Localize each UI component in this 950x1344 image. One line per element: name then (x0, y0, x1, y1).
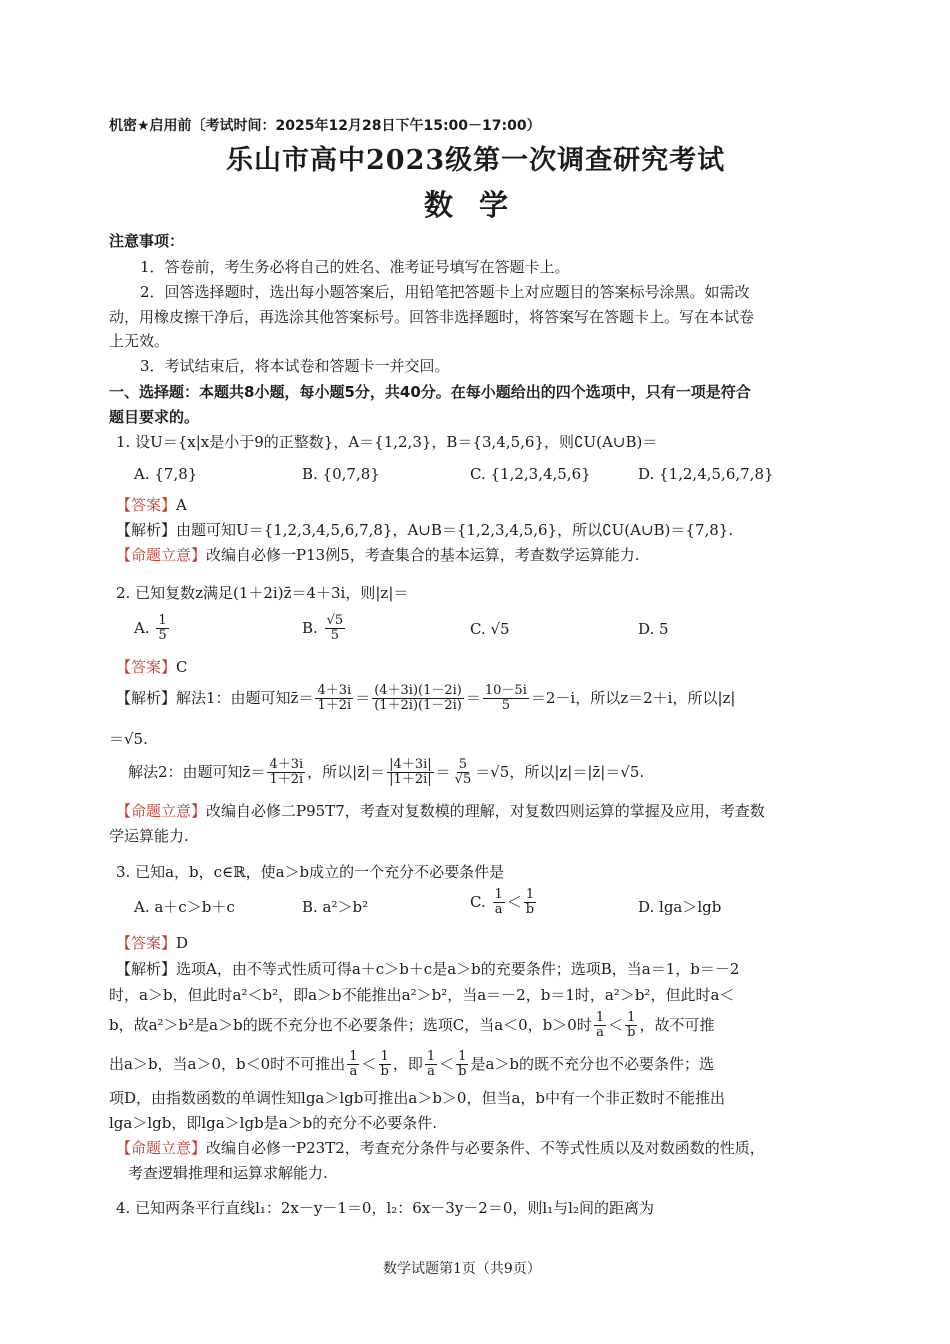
denominator: b (525, 902, 535, 918)
q3-stem: 3. 已知a，b，c∈ℝ，使a＞b成立的一个充分不必要条件是 (116, 863, 505, 881)
q2-intent-text: 改编自必修二P95T7，考查对复数模的理解，对复数四则运算的掌握及应用，考查数 (206, 802, 765, 820)
q3-analysis-6: lga＞lgb，即lga＞lgb是a＞b的充分不必要条件. (109, 1114, 438, 1132)
q2-option-a-fraction (156, 614, 168, 644)
q1-stem: 1. 设U＝{x|x是小于9的正整数}，A＝{1,2,3}，B＝{3,4,5,6}，则∁U(A∪B)＝ (116, 433, 658, 451)
denominator: √5 (454, 772, 472, 788)
numerator: 1 (595, 1010, 605, 1025)
denominator: 1＋2i (269, 772, 304, 788)
intent-tag: 【命题立意】 (116, 802, 207, 820)
section-heading-cont: 题目要求的。 (109, 408, 200, 426)
denominator: a (349, 1064, 358, 1080)
denominator: b (380, 1064, 389, 1080)
fraction-1-over-a (347, 1050, 359, 1080)
analysis-tag: 【解析】 (116, 688, 177, 707)
q2-intent (116, 802, 765, 820)
q3-answer (116, 934, 188, 952)
q2-m2-mid: ，所以|z̄|＝ (307, 762, 386, 781)
q1-option-c: C. {1,2,3,4,5,6} (470, 465, 591, 483)
q2-answer (116, 658, 188, 676)
q2-m1-prefix: 解法1：由题可知z̄＝ (176, 688, 314, 707)
q2-option-a-label: A. (134, 618, 150, 637)
q2-m1-fraction-2 (372, 684, 464, 714)
numerator: |4＋3i| (389, 757, 432, 772)
intent-tag: 【命题立意】 (116, 1139, 207, 1157)
q2-stem: 2. 已知复数z满足(1＋2i)z̄＝4＋3i，则|z|＝ (116, 584, 409, 602)
q1-intent (116, 546, 640, 564)
q1-analysis-text: 由题可知U＝{1,2,3,4,5,6,7,8}，A∪B＝{1,2,3,4,5,6}，所以∁U(A∪B)＝{7,8}. (176, 521, 734, 539)
numerator: 1 (158, 613, 167, 628)
numerator: 1 (458, 1049, 467, 1064)
exam-title: 乐山市高中2023级第一次调查研究考试 (226, 145, 726, 176)
q3-option-c-fraction-1 (493, 888, 505, 918)
q2-option-b (302, 614, 347, 644)
q2-m2-fraction-3 (453, 758, 474, 788)
q3-analysis-1 (116, 960, 739, 978)
q3-analysis-5: 项D，由指数函数的单调性知lga＞lgb可推出a＞b＞0，但当a，b中有一个非正数时不能推出 (109, 1089, 726, 1107)
fraction-1-over-b (378, 1050, 390, 1080)
q3-option-c-fraction-2 (524, 888, 536, 918)
intent-tag: 【命题立意】 (116, 546, 207, 564)
section-heading: 一、选择题：本题共8小题，每小题5分，共40分。在每小题给出的四个选项中，只有一项是符合 (109, 383, 751, 401)
q2-option-b-label: B. (302, 618, 318, 637)
numerator: 1 (349, 1049, 358, 1064)
numerator: 5 (458, 757, 468, 772)
q2-option-d: D. 5 (638, 620, 669, 638)
q3-option-c: C. $\frac{1}{a}$ ＜ $\frac{1}{b}$ (470, 887, 535, 918)
q3-intent-cont: 考查逻辑推理和运算求解能力. (128, 1164, 328, 1182)
q3-analysis-text: 选项A，由不等式性质可得a＋c＞b＋c是a＞b的充要条件；选项B，当a＝1，b＝－2 (176, 960, 740, 978)
numerator: √5 (326, 613, 344, 628)
q2-option-b-fraction (325, 614, 346, 644)
q3-a4-post: 是a＞b的既不充分也不必要条件；选 (470, 1054, 714, 1073)
q2-m1-fraction-1 (315, 684, 353, 714)
q3-intent-text: 改编自必修一P23T2，考查充分条件与必要条件、不等式性质以及对数函数的性质， (206, 1139, 765, 1157)
q2-method-2: 解法2：由题可知z̄＝ $\frac{4+3i}{1+2i}$ ，所以|z̄|＝ $\frac{|4+3i|}{|1+2i|}$ ＝ $\frac{5}{√5}$ ＝√5，所以|z|＝|z̄|＝√5. (128, 757, 645, 788)
q1-option-a: A. {7,8} (134, 465, 198, 483)
note-2-end: 上无效。 (109, 332, 170, 350)
q1-intent-text: 改编自必修一P13例5，考查集合的基本运算，考查数学运算能力. (206, 546, 640, 564)
q4-stem: 4. 已知两条平行直线l₁：2x－y－1＝0，l₂：6x－3y－2＝0，则l₁与l₂间的距离为 (116, 1199, 654, 1217)
q2-answer-value: C (176, 658, 188, 676)
q2-m1-fraction-3 (483, 684, 529, 714)
numerator: 4＋3i (269, 757, 304, 772)
q2-m2-fraction-1 (267, 758, 305, 788)
q3-analysis-2: 时，a＞b，但此时a²＜b²，即a＞b不能推出a²＞b²，当a＝－2，b＝1时，a²＞b²，但此时a＜ (109, 986, 735, 1004)
q2-m1-tail: ＝2－i，所以z＝2＋i，所以|z| (530, 688, 736, 707)
answer-tag: 【答案】 (116, 934, 177, 952)
denominator: a (494, 902, 503, 918)
q1-option-d: D. {1,2,4,5,6,7,8} (638, 465, 774, 483)
analysis-tag: 【解析】 (116, 960, 177, 978)
numerator: 1 (627, 1010, 636, 1025)
numerator: 1 (380, 1049, 389, 1064)
q3-intent (116, 1139, 765, 1157)
q2-intent-cont: 学运算能力. (109, 827, 189, 845)
fraction-1-over-a (594, 1011, 606, 1041)
q3-a4-pre: 出a＞b，当a＞0，b＜0时不可推出 (109, 1054, 346, 1073)
confidential-note: 机密★启用前〔考试时间：2025年12月28日下午15:00－17:00） (109, 118, 541, 134)
q2-method-1-cont: ＝√5. (109, 730, 148, 748)
denominator: 1＋2i (317, 698, 352, 714)
q2-m2-prefix: 解法2：由题可知z̄＝ (128, 762, 266, 781)
numerator: 1 (426, 1049, 436, 1064)
numerator: 1 (494, 887, 503, 902)
denominator: |1＋2i| (389, 772, 432, 788)
denominator: 5 (501, 698, 511, 714)
denominator: b (627, 1025, 636, 1041)
denominator: (1＋2i)(1－2i) (374, 698, 462, 714)
q3-a4-mid: ，即 (392, 1054, 423, 1073)
q2-option-c: C. √5 (470, 620, 510, 638)
q2-option-a (134, 614, 171, 644)
q2-method-1: 【解析】解法1：由题可知z̄＝ $\frac{4+3i}{1+2i}$ ＝ $\frac{(4+3i)(1-2i)}{(1+2i)(1-2i)}$ ＝ $\frac{10-5i}{5}$ ＝2－i，所以z＝2＋i，所以|z| (116, 683, 736, 714)
q2-m2-tail: ＝√5，所以|z|＝|z̄|＝√5. (475, 762, 645, 781)
answer-tag: 【答案】 (116, 496, 177, 514)
q1-analysis (116, 521, 733, 539)
q3-a3-post: ，故不可推 (639, 1015, 715, 1034)
subject-title: 数学 (424, 188, 535, 222)
numerator: (4＋3i)(1－2i) (374, 683, 462, 698)
analysis-tag: 【解析】 (116, 521, 177, 539)
q3-option-a: A. a＋c＞b＋c (134, 898, 235, 916)
q3-analysis-3: b，故a²＞b²是a＞b的既不充分也不必要条件；选项C，当a＜0，b＞0时 $\frac{1}{a}$ ＜ $\frac{1}{b}$ ，故不可推 (109, 1010, 715, 1041)
q3-a3-pre: b，故a²＞b²是a＞b的既不充分也不必要条件；选项C，当a＜0，b＞0时 (109, 1015, 592, 1034)
page-footer: 数学试题第1页（共9页） (383, 1261, 541, 1277)
q3-answer-value: D (176, 934, 189, 952)
note-3: 3．考试结束后，将本试卷和答题卡一并交回。 (140, 357, 450, 375)
q3-option-b: B. a²＞b² (302, 898, 369, 916)
fraction-1-over-a (425, 1050, 437, 1080)
denominator: a (427, 1064, 435, 1080)
numerator: 4＋3i (317, 683, 352, 698)
denominator: a (596, 1025, 604, 1041)
fraction-1-over-b (456, 1050, 468, 1080)
denominator: 5 (158, 628, 167, 644)
q3-option-c-label: C. (470, 892, 486, 911)
denominator: b (458, 1064, 467, 1080)
denominator: 5 (330, 628, 339, 644)
q3-analysis-4: 出a＞b，当a＞0，b＜0时不可推出 $\frac{1}{a}$ ＜ $\frac{1}{b}$ ，即 $\frac{1}{a}$ ＜ $\frac{1}{b}$ 是a＞b的既不充分也不必要条件；选 (109, 1049, 714, 1080)
q1-option-b: B. {0,7,8} (302, 465, 380, 483)
q3-option-d: D. lga＞lgb (638, 898, 722, 916)
q1-answer (116, 496, 187, 514)
answer-tag: 【答案】 (116, 658, 177, 676)
notes-heading: 注意事项： (109, 232, 185, 250)
q1-answer-value: A (176, 496, 187, 514)
fraction-1-over-b (625, 1011, 637, 1041)
note-2: 2．回答选择题时，选出每小题答案后，用铅笔把答题卡上对应题目的答案标号涂黑。如需改 (140, 283, 750, 301)
note-2-cont: 动，用橡皮擦干净后，再选涂其他答案标号。回答非选择题时，将答案写在答题卡上。写在本试卷 (109, 308, 755, 326)
note-1: 1．答卷前，考生务必将自己的姓名、准考证号填写在答题卡上。 (140, 258, 570, 276)
q2-m2-fraction-2 (387, 758, 433, 788)
numerator: 1 (525, 887, 535, 902)
numerator: 10－5i (484, 683, 527, 698)
